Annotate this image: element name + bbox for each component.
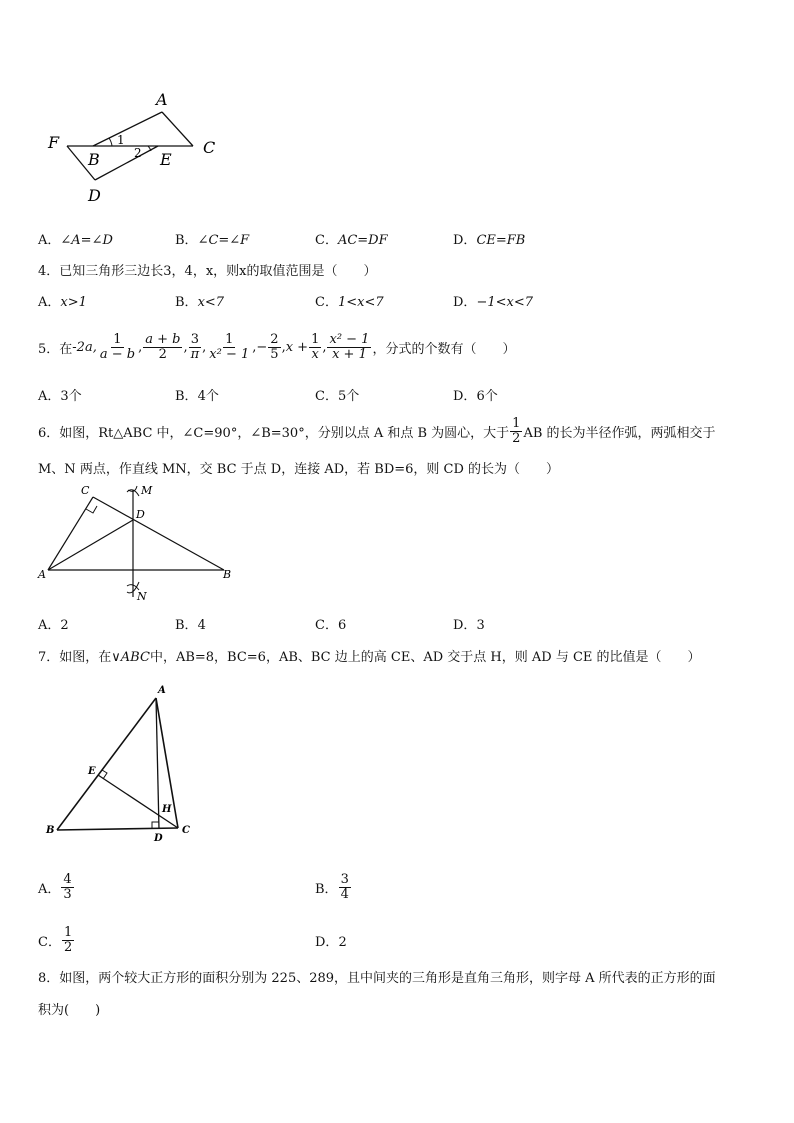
option-label: B．	[175, 389, 198, 404]
q6-figure	[35, 482, 250, 605]
denominator: x + 1	[332, 346, 367, 362]
q7-option-c	[38, 920, 75, 960]
q6-label-M: M	[141, 484, 153, 497]
option-label: A．	[38, 389, 61, 404]
q5-suffix: ，分式的个数有（ ）	[372, 341, 516, 357]
option-text: x>1	[60, 295, 87, 310]
q7-label-E: E	[88, 766, 96, 777]
option-label: D．	[315, 935, 339, 950]
numerator: 1	[512, 415, 521, 431]
denominator: 3	[63, 886, 72, 902]
denominator: 2	[63, 939, 73, 955]
option-text: 5个	[337, 389, 360, 404]
option-text: 1<x<7	[337, 295, 384, 310]
q6-option-d	[453, 614, 485, 633]
option-text: ∠A=∠D	[60, 233, 113, 248]
q7-figure	[40, 680, 200, 845]
q4-option-d	[453, 291, 533, 310]
denominator: x	[311, 346, 319, 362]
q6-label-C: C	[81, 484, 90, 497]
option-label: C．	[315, 389, 338, 404]
q3-option-a	[38, 229, 113, 248]
q6-option-b	[175, 614, 206, 633]
q3-label-C: C	[203, 138, 216, 157]
q6-label-D: D	[136, 508, 145, 521]
q5-term: x +	[285, 339, 309, 355]
denominator: 2	[512, 430, 521, 446]
q5-fraction	[309, 333, 321, 362]
option-text: −1<x<7	[476, 295, 533, 310]
option-label: D．	[453, 295, 477, 310]
q6-stem-line1	[38, 411, 716, 451]
option-label: C．	[315, 233, 338, 248]
option-label: A．	[38, 295, 61, 310]
q5-fraction	[189, 333, 202, 362]
q7-option-b	[315, 867, 352, 907]
q5-fraction	[98, 333, 137, 362]
q8-stem-line2: 积为( )	[38, 1003, 101, 1018]
denominator: 5	[270, 346, 279, 362]
option-text: ∠C=∠F	[197, 233, 250, 248]
q7-option-d	[315, 931, 347, 950]
option-label: D．	[453, 618, 477, 633]
option-text: 2	[60, 618, 69, 633]
option-fraction	[62, 926, 74, 955]
option-label: D．	[453, 233, 477, 248]
option-label: B．	[175, 233, 198, 248]
q3-label-A: A	[156, 90, 168, 109]
numerator: 2	[270, 331, 279, 347]
q7-label-A: A	[158, 685, 166, 696]
q3-figure	[40, 88, 230, 208]
option-label: B．	[315, 881, 338, 897]
q3-label-angle2: 2	[134, 146, 142, 160]
q3-label-angle1: 1	[117, 133, 125, 147]
q5-prefix: 5．在	[38, 341, 73, 357]
q6-label-B: B	[223, 568, 232, 581]
q7-stem	[38, 646, 701, 665]
denominator: x² − 1	[209, 346, 250, 362]
q5-fraction	[207, 333, 251, 362]
option-label: C．	[315, 618, 338, 633]
numerator: x² − 1	[329, 331, 370, 347]
option-text: 4个	[197, 389, 219, 404]
q6-stem-part2: AB 的长为半径作弧，两弧相交于	[523, 425, 716, 441]
option-text: 6	[337, 618, 347, 633]
numerator: 1	[311, 331, 320, 347]
q7-option-a	[38, 867, 75, 907]
option-text: CE=FB	[476, 233, 526, 248]
q5-option-a	[38, 385, 82, 404]
q6-option-a	[38, 614, 69, 633]
q6-stem-line2: M、N 两点，作直线 MN，交 BC 于点 D，连接 AD，若 BD=6，则 CD 的长为（ ）	[38, 462, 560, 477]
q4-stem: 4．已知三角形三边长3，4，x，则x的取值范围是（ ）	[38, 264, 377, 279]
option-label: B．	[175, 295, 198, 310]
option-text: 2	[338, 935, 347, 950]
numerator: 1	[113, 331, 122, 347]
numerator: 1	[63, 924, 73, 940]
q7-label-C: C	[182, 825, 190, 836]
q6-stem-part1: 6．如图，Rt△ABC 中，∠C=90°，∠B=30°，分别以点 A 和点 B 为圆心，大于	[38, 425, 510, 441]
q3-label-F: F	[48, 133, 60, 152]
numerator: 1	[225, 331, 234, 347]
option-label: D．	[453, 389, 477, 404]
numerator: 3	[340, 871, 349, 887]
q3-option-b	[175, 229, 249, 248]
option-fraction	[61, 873, 73, 902]
q7-stem-part1: 7．如图，在	[38, 650, 112, 665]
q5-option-c	[315, 385, 359, 404]
option-label: C．	[315, 295, 338, 310]
q6-option-c	[315, 614, 346, 633]
option-label: A．	[38, 233, 61, 248]
option-text: 4	[197, 618, 206, 633]
option-text: 6个	[476, 389, 498, 404]
option-label: C．	[38, 934, 61, 950]
q4-option-a	[38, 291, 87, 310]
option-text: 3	[476, 618, 485, 633]
q6-label-A: A	[38, 568, 46, 581]
q3-option-d	[453, 229, 525, 248]
option-text: 3个	[60, 389, 82, 404]
q5-fraction	[143, 333, 182, 362]
q3-label-B: B	[88, 150, 100, 169]
q6-label-N: N	[137, 590, 147, 603]
q6-half-fraction	[510, 417, 522, 446]
numerator: 3	[190, 331, 199, 347]
q4-option-c	[315, 291, 384, 310]
q5-term: -2a,	[72, 339, 97, 355]
q8-stem-line1: 8．如图，两个较大正方形的面积分别为 225、289，且中间夹的三角形是直角三角形，则字母 A 所代表的正方形的面	[38, 971, 716, 986]
q5-stem: 5．在 -2a, $\frac{1}{a - b}$ , $\frac{a + b}{2}$ , $\frac{3}{\pi}$ , $\frac{1}{\text{x² − 1}}$ ,− $\frac{2}{5}$ , x + $\frac{1}{x}$ , $\frac{\text{x² − 1}}{x + 1}$ ，分式的个数有（ ）	[38, 331, 516, 362]
q7-label-B: B	[46, 825, 55, 836]
q5-option-d	[453, 385, 498, 404]
option-label: A．	[38, 618, 61, 633]
q3-label-E: E	[160, 150, 172, 169]
denominator: π	[190, 346, 200, 362]
q7-stem-part2: 中，AB=8，BC=6，AB、BC 边上的高 CE、AD 交于点 H，则 AD 与 CE 的比值是（ ）	[149, 650, 701, 665]
q4-option-b	[175, 291, 224, 310]
numerator: 4	[63, 871, 72, 887]
option-label: B．	[175, 618, 198, 633]
q5-fraction	[268, 333, 280, 362]
q5-option-b	[175, 385, 219, 404]
q5-fraction	[327, 333, 371, 362]
q3-option-c	[315, 229, 388, 248]
q3-label-D: D	[88, 186, 101, 205]
option-text: AC=DF	[337, 233, 388, 248]
option-text: x<7	[197, 295, 225, 310]
q7-label-H: H	[162, 804, 172, 815]
denominator: a − b	[99, 346, 136, 362]
q7-triangle: ∨ABC	[111, 650, 150, 665]
denominator: 4	[340, 886, 349, 902]
option-fraction	[339, 873, 351, 902]
option-label: A．	[38, 881, 61, 897]
numerator: a + b	[145, 331, 181, 347]
denominator: 2	[158, 346, 167, 362]
q7-label-D: D	[154, 833, 163, 844]
